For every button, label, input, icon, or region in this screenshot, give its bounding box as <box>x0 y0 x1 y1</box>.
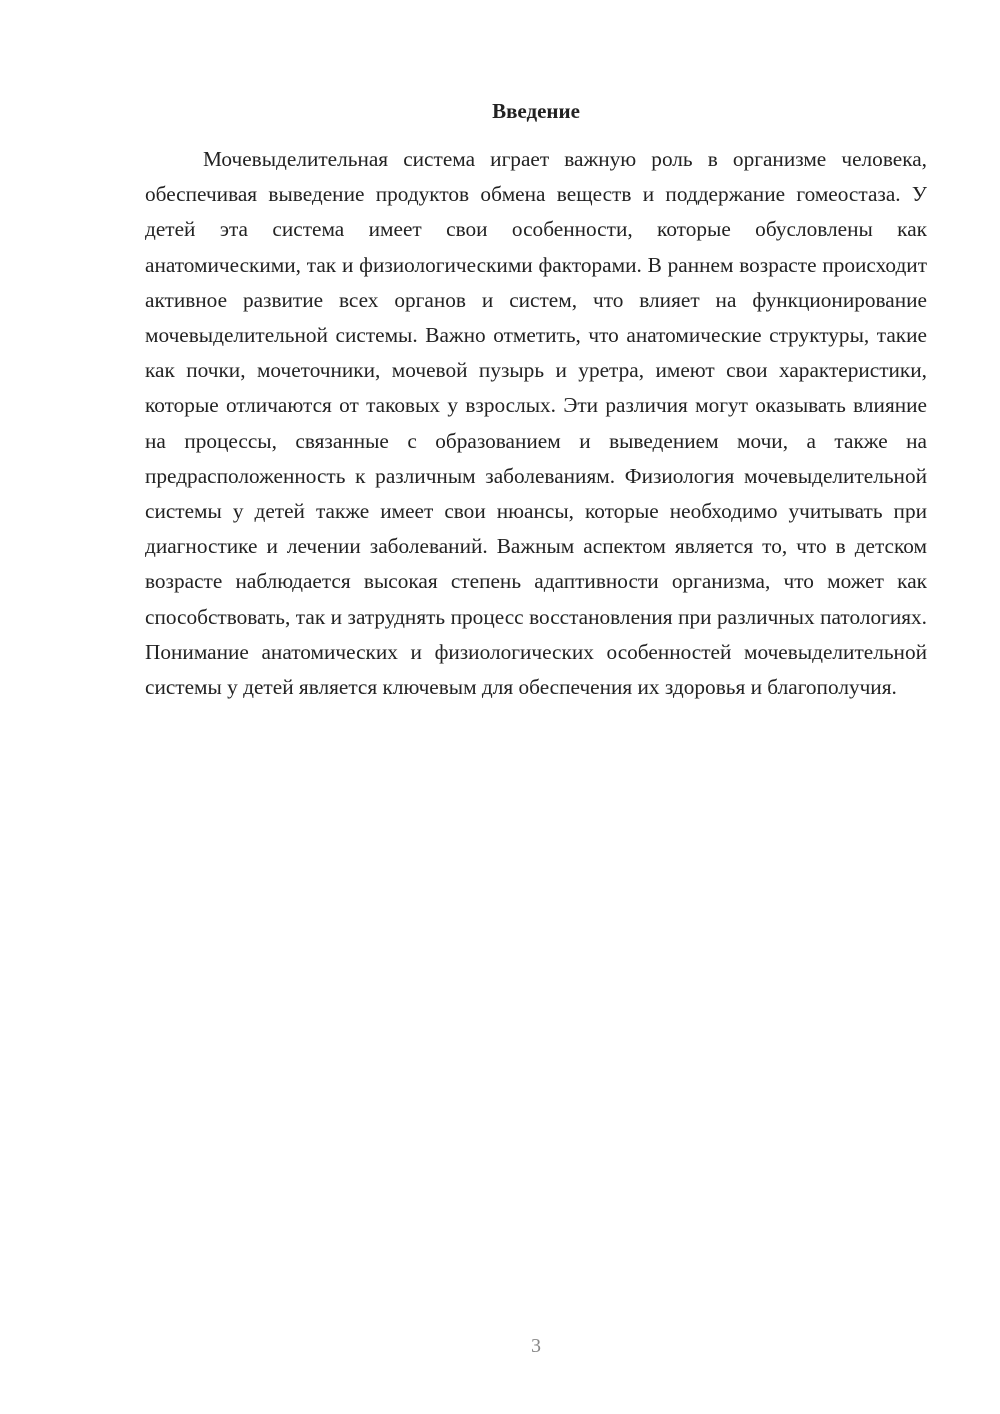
page-number: 3 <box>531 1335 541 1357</box>
section-heading: Введение <box>492 99 580 123</box>
body-paragraph: Мочевыделительная система играет важную роль в организме человека, обеспечивая выведение продуктов обмена веществ и поддержание гомеостаза. У детей эта система имеет свои особенности, которые обусловлены как анатомическими, так и физиологическими факторами. В раннем возрасте происходит активное развитие всех органов и систем, что влияет на функционирование мочевыделительной системы. Важно отметить, что анатомические структуры, такие как почки, мочеточники, мочевой пузырь и уретра, имеют свои характеристики, которые отличаются от таковых у взрослых. Эти различия могут оказывать влияние на процессы, связанные с образованием и выведением мочи, а также на предрасположенность к различным заболеваниям. Физиология мочевыделительной системы у детей также имеет свои нюансы, которые необходимо учитывать при диагностике и лечении заболеваний. Важным аспектом является то, что в детском возрасте наблюдается высокая степень адаптивности организма, что может как способствовать, так и затруднять процесс восстановления при различных патологиях. Понимание анатомических и физиологических особенностей мочевыделительной системы у детей является ключевым для обеспечения их здоровья и благополучия. <box>145 147 927 700</box>
